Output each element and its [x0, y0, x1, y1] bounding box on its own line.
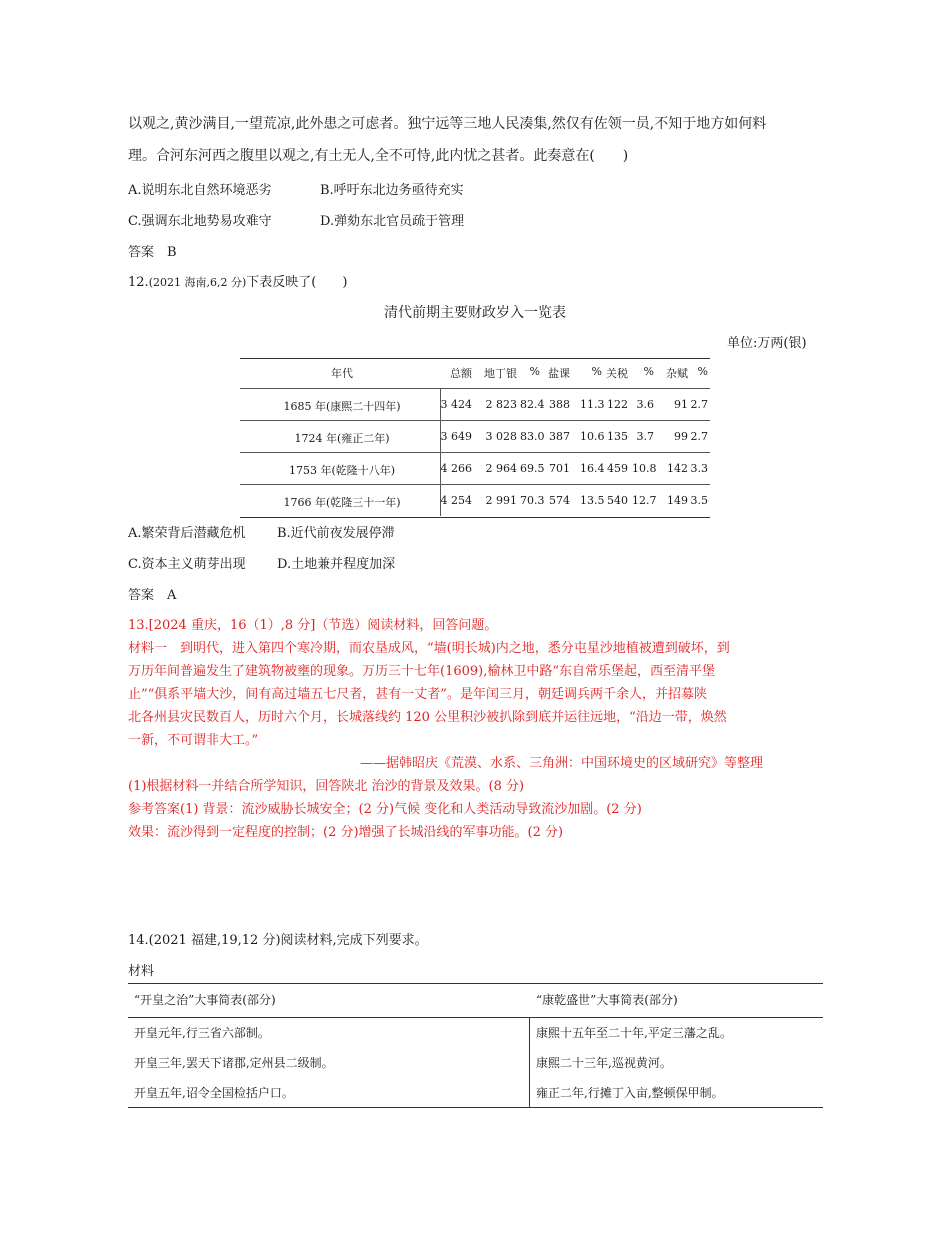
table-cell: 2 964 — [485, 462, 517, 475]
table-cell: 387 — [549, 430, 570, 443]
q11-answer: 答案 B — [128, 245, 177, 260]
q12-source: (2021 海南,6,2 分) — [148, 276, 247, 289]
header-salt: 盐课 — [548, 367, 570, 380]
table-cell: 2 823 — [485, 398, 517, 411]
q11-option-a: A.说明东北自然环境恶劣 — [128, 183, 272, 198]
q12-stem: 下表反映了( ) — [246, 275, 348, 290]
table-cell: 3.3 — [690, 462, 708, 475]
q11-option-d: D.弹劾东北官员疏于管理 — [320, 214, 465, 229]
table-cell: 91 — [674, 398, 688, 411]
events-left-title: “开皇之治”大事简表(部分) — [134, 993, 276, 1007]
table-cell: 701 — [549, 462, 570, 475]
q13-material-line2: 万历年间普遍发生了建筑物被壅的现象。万历三十七年(1609),榆林卫中路“东自常乐堡起，西至清平堡 — [128, 664, 716, 679]
table-cell: 142 — [667, 462, 688, 475]
q11-stem-line2: 理。合河东河西之腹里以观之,有土无人,全不可恃,此内忧之甚者。此奏意在( ) — [128, 148, 629, 164]
row-year: 1724 年(雍正二年) — [294, 432, 390, 445]
q13-citation: ——据韩昭庆《荒漠、水系、三角洲：中国环境史的区域研究》等整理 — [360, 756, 764, 771]
events-right-item: 雍正二年,行摊丁入亩,整顿保甲制。 — [536, 1086, 724, 1100]
row-divider — [240, 420, 710, 421]
table-cell: 10.8 — [632, 462, 657, 475]
table-cell: 540 — [607, 494, 628, 507]
events-column-divider — [529, 1017, 530, 1107]
row-divider — [240, 484, 710, 485]
table-cell: 459 — [607, 462, 628, 475]
q13-effect-answer: 效果：流沙得到一定程度的控制；(2 分)增强了长城沿线的军事功能。(2 分) — [128, 825, 564, 840]
header-misc: 杂赋 — [666, 367, 688, 380]
q11-stem-line1: 以观之,黄沙满目,一望荒凉,此外患之可虑者。独宁远等三地人民凑集,然仅有佐领一员,不知于地方如何料 — [128, 116, 767, 132]
q12-option-a: A.繁荣背后潜藏危机 — [128, 526, 246, 541]
table-cell: 3 028 — [485, 430, 517, 443]
table-cell: 3.5 — [690, 494, 708, 507]
q13-reference-answer: 参考答案(1) 背景：流沙威胁长城安全；(2 分)气候 变化和人类活动导致流沙加剧。(2 分) — [128, 802, 642, 817]
table-cell: 3 649 — [440, 430, 472, 443]
table-cell: 10.6 — [580, 430, 605, 443]
row-year: 1766 年(乾隆三十一年) — [283, 496, 401, 509]
table-cell: 82.4 — [520, 398, 545, 411]
header-pct-1: % — [529, 365, 540, 378]
table-bottom-rule — [240, 517, 710, 518]
table-cell: 574 — [549, 494, 570, 507]
header-customs: 关税 — [606, 367, 628, 380]
header-pct-2: % — [591, 365, 602, 378]
table-cell: 13.5 — [580, 494, 605, 507]
table-cell: 12.7 — [632, 494, 657, 507]
table-cell: 122 — [607, 398, 628, 411]
events-right-item: 康熙二十三年,巡视黄河。 — [536, 1056, 672, 1070]
events-top-rule — [128, 983, 823, 984]
q11-option-b: B.呼吁东北边务亟待充实 — [320, 183, 464, 198]
table-cell: 3.7 — [636, 430, 654, 443]
table-cell: 16.4 — [580, 462, 605, 475]
events-header-rule — [128, 1017, 823, 1018]
table-cell: 70.3 — [520, 494, 545, 507]
events-right-item: 康熙十五年至二十年,平定三藩之乱。 — [536, 1026, 732, 1040]
table-cell: 135 — [607, 430, 628, 443]
table-unit: 单位:万两(银) — [727, 336, 807, 351]
row-divider — [240, 452, 710, 453]
q13-question: (1)根据材料一并结合所学知识，回答陕北 治沙的背景及效果。(8 分) — [128, 779, 525, 794]
table-cell: 2.7 — [690, 398, 708, 411]
events-right-title: “康乾盛世”大事简表(部分) — [536, 993, 678, 1007]
q12-option-c: C.资本主义萌芽出现 — [128, 557, 246, 572]
q12-option-d: D.土地兼并程度加深 — [277, 557, 396, 572]
table-top-rule — [240, 358, 710, 359]
events-table — [128, 983, 823, 1108]
q12-heading — [128, 271, 347, 290]
events-left-item: 开皇元年,行三省六部制。 — [134, 1026, 270, 1040]
header-rule — [240, 388, 710, 389]
row-year: 1753 年(乾隆十八年) — [288, 464, 396, 477]
q14-material-label: 材料 — [128, 964, 155, 979]
row-year: 1685 年(康熙二十四年) — [283, 400, 401, 413]
table-cell: 4 254 — [440, 494, 472, 507]
q13-heading: 13.[2024 重庆，16（1）,8 分]（节选）阅读材料，回答问题。 — [128, 618, 498, 633]
q12-answer: 答案 A — [128, 588, 177, 603]
q13-material-line3: 止”“俱系平墙大沙，间有高过墙五七尺者，甚有一丈者”。是年闰三月，朝廷调兵两千余人，并招募陕 — [128, 687, 707, 702]
header-year: 年代 — [331, 367, 353, 380]
table-cell: 149 — [667, 494, 688, 507]
q14-heading: 14.(2021 福建,19,12 分)阅读材料,完成下列要求。 — [128, 933, 428, 948]
q12-option-b: B.近代前夜发展停滞 — [277, 526, 395, 541]
events-left-item: 开皇三年,罢天下诸郡,定州县二级制。 — [134, 1056, 334, 1070]
q13-material-line4: 北各州县灾民数百人，历时六个月，长城落线约 120 公里积沙被扒除到底并运往远地，“沿边一带，焕然 — [128, 710, 727, 725]
events-bottom-rule — [128, 1107, 823, 1108]
header-land-tax: 地丁银 — [484, 367, 517, 380]
table-cell: 3 424 — [440, 398, 472, 411]
table-cell: 388 — [549, 398, 570, 411]
header-pct-4: % — [697, 365, 708, 378]
table-cell: 99 — [674, 430, 688, 443]
table-cell: 3.6 — [636, 398, 654, 411]
header-pct-3: % — [643, 365, 654, 378]
table-title: 清代前期主要财政岁入一览表 — [384, 305, 566, 321]
q13-material-line1: 材料一 到明代，进入第四个寒冷期，而农垦成风，“墙(明长城)内之地，悉分屯星沙地植被遭到破坏，到 — [128, 641, 730, 656]
table-cell: 2 991 — [485, 494, 517, 507]
table-cell: 69.5 — [520, 462, 545, 475]
table-cell: 4 266 — [440, 462, 472, 475]
table-cell: 2.7 — [690, 430, 708, 443]
q12-number: 12. — [128, 275, 149, 290]
q11-option-c: C.强调东北地势易攻难守 — [128, 214, 272, 229]
events-left-item: 开皇五年,诏令全国检括户口。 — [134, 1086, 294, 1100]
table-cell: 11.3 — [580, 398, 605, 411]
table-cell: 83.0 — [520, 430, 545, 443]
header-total: 总额 — [450, 367, 472, 380]
q13-material-line5: 一新，不可谓非大工。” — [128, 733, 259, 748]
